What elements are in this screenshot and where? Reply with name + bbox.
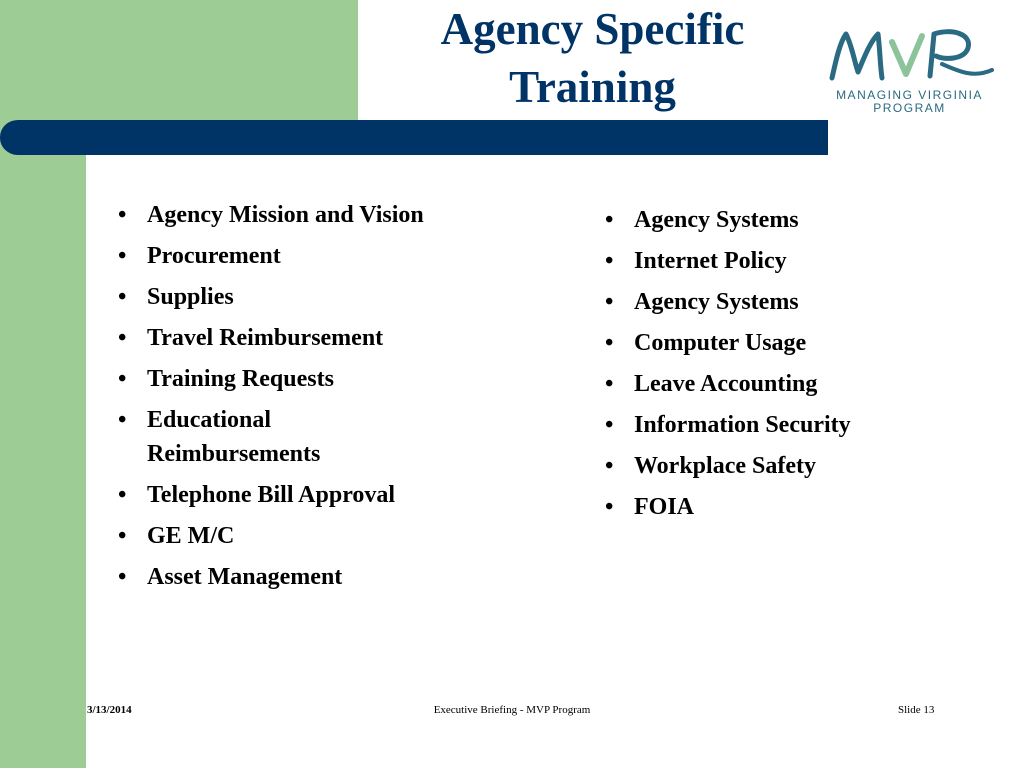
bullet-item: • Supplies xyxy=(109,280,439,314)
bullet-item: • Asset Management xyxy=(109,560,439,594)
bullet-item: • Computer Usage xyxy=(596,326,926,360)
bullet-item: • GE M/C xyxy=(109,519,439,553)
slide-title xyxy=(390,0,795,116)
footer-date: 3/13/2014 xyxy=(87,704,132,716)
mvp-logo xyxy=(822,20,997,118)
right-bullet-list xyxy=(596,203,926,531)
bullet-item: • Telephone Bill Approval xyxy=(109,478,439,512)
bullet-item: • Educational Reimbursements xyxy=(109,403,439,471)
bullet-item: • Agency Mission and Vision xyxy=(109,198,439,232)
bullet-item: • Agency Systems xyxy=(596,285,926,319)
title-divider-bar xyxy=(0,120,828,155)
bullet-item: • Travel Reimbursement xyxy=(109,321,439,355)
bullet-item: • Procurement xyxy=(109,239,439,273)
left-bullet-list xyxy=(109,198,439,601)
bullet-item: • Training Requests xyxy=(109,362,439,396)
slide-title-line-1: Agency Specific xyxy=(440,4,745,54)
top-green-block xyxy=(86,0,358,120)
logo-caption-line-2: PROGRAM xyxy=(873,101,946,115)
logo-caption-line-1: MANAGING VIRGINIA xyxy=(836,88,983,102)
bullet-item: • FOIA xyxy=(596,490,926,524)
bullet-item: • Agency Systems xyxy=(596,203,926,237)
footer-slide-number: Slide 13 xyxy=(898,704,935,716)
slide-title-line-2: Training xyxy=(509,62,676,112)
bullet-item: • Internet Policy xyxy=(596,244,926,278)
side-green-band xyxy=(0,0,86,768)
footer-title: Executive Briefing - MVP Program xyxy=(433,704,591,716)
bullet-item: • Information Security xyxy=(596,408,926,442)
bullet-item: • Leave Accounting xyxy=(596,367,926,401)
bullet-item: • Workplace Safety xyxy=(596,449,926,483)
mvp-logo-mark xyxy=(822,20,997,88)
